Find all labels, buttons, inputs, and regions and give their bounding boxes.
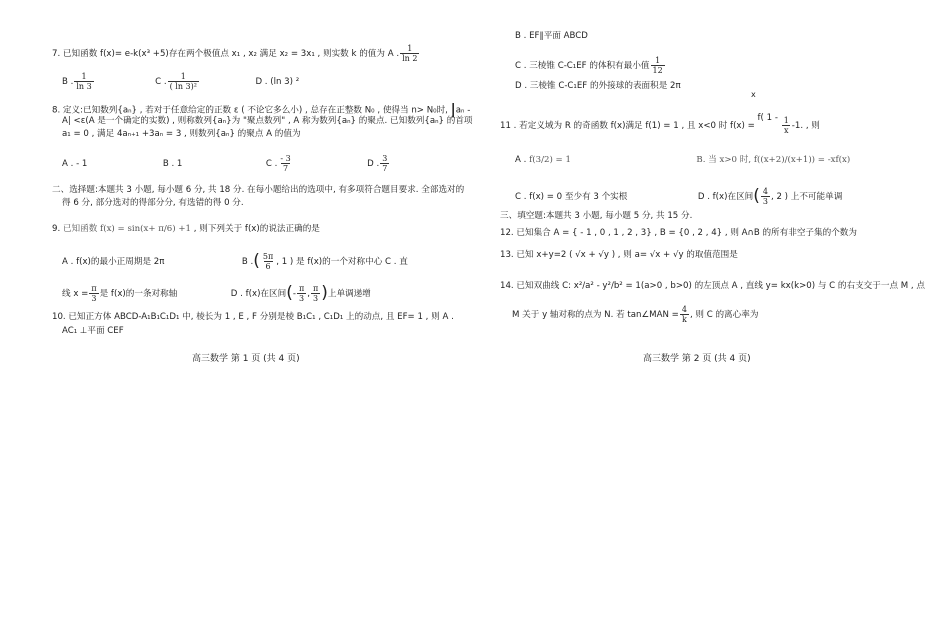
question-9-options-row1: A . f(x)的最小正周期是 2π B .( $\frac{5\pi}{6}$ , 1 ) 是 f(x)的一个对称中心 C . 直 bbox=[62, 251, 408, 271]
fraction: $\frac{1}{\text{( ln 3)²}}$ bbox=[169, 72, 197, 91]
fraction: $\frac{\pi}{3}$ bbox=[298, 284, 305, 303]
question-14-line1: 14. 已知双曲线 C: x²/a² - y²/b² = 1(a>0 , b>0) 的左顶点 A , 直线 y= kx(k>0) 与 C 的右支交于一点 M , 点 bbox=[500, 281, 925, 291]
question-10-option-b: B . EF∥平面 ABCD bbox=[515, 31, 588, 41]
fraction: $\frac{1}{x}$ bbox=[783, 116, 789, 135]
question-9-line: 9. 已知函数 f(x) = sin(x+ π/6) +1 , 则下列关于 f(x)的说法正确的是 bbox=[52, 224, 320, 234]
fraction: $\frac{4}{k}$ bbox=[681, 305, 687, 324]
question-11-formula-top: x bbox=[751, 90, 756, 99]
fraction: $\frac{5\pi}{6}$ bbox=[262, 252, 274, 271]
question-10-line2: AC₁ ⊥平面 CEF bbox=[62, 326, 124, 336]
fraction: $\frac{4}{3}$ bbox=[762, 187, 768, 206]
question-7-line: 7. 已知函数 f(x)= e-k(x³ +5)存在两个极值点 x₁ , x₂ 满足 x₂ = 3x₁ , 则实数 k 的值为 A . $\frac{1}{\ln 2}$ bbox=[52, 44, 418, 63]
page-footer-right: 高三数学 第 2 页 (共 4 页) bbox=[643, 354, 751, 364]
fraction: $\frac{\pi}{3}$ bbox=[312, 284, 319, 303]
section-3-heading: 三、填空题:本题共 3 小题, 每小题 5 分, 共 15 分. bbox=[500, 211, 693, 221]
section-2-heading: 二、选择题:本题共 3 小题, 每小题 6 分, 共 18 分. 在每小题给出的选项中, 有多项符合题目要求. 全部选对的 bbox=[52, 185, 465, 195]
question-8-line3: a₁ = 0 , 满足 4aₙ₊₁ +3aₙ = 3 , 则数列{aₙ} 的聚点 A 的值为 bbox=[62, 129, 301, 139]
question-10-line1: 10. 已知正方体 ABCD-A₁B₁C₁D₁ 中, 棱长为 1 , E , F 分别是棱 B₁C₁ , C₁D₁ 上的动点, 且 EF= 1 , 则 A . bbox=[52, 312, 454, 322]
question-12: 12. 已知集合 A = { - 1 , 0 , 1 , 2 , 3} , B = {0 , 2 , 4} , 则 A∩B 的所有非空子集的个数为 bbox=[500, 228, 857, 238]
fraction: $\frac{3}{7}$ bbox=[382, 154, 388, 173]
fraction: $\frac{1}{\ln 2}$ bbox=[402, 44, 418, 63]
question-11-line: 11 . 若定义域为 R 的奇函数 f(x)满足 f(1) = 1 , 且 x<0 时 f(x) = f( 1 - $\frac{1}{x}$ -1. , 则 bbox=[500, 113, 820, 135]
question-14-line2: M 关于 y 轴对称的点为 N. 若 tan∠MAN = $\frac{4}{k}$ , 则 C 的离心率为 bbox=[512, 305, 759, 324]
fraction: $\frac{- 3}{7}$ bbox=[280, 154, 291, 173]
question-10-option-c: C . 三棱锥 C-C₁EF 的体积有最小值 $\frac{1}{12}$ bbox=[515, 56, 663, 75]
question-8-line2: A| <ε(A 是一个确定的实数) , 则称数列{aₙ}为 "聚点数列" , A 称为数列{aₙ} 的聚点. 已知数列{aₙ} 的首项 bbox=[62, 116, 473, 126]
question-8-options: A . - 1 B . 1 C . $\frac{- 3}{7}$ D . $\frac{3}{7}$ bbox=[62, 154, 388, 173]
question-11-options-row1: A . f(3/2) = 1 B. 当 x>0 时, f((x+2)/(x+1)) = -xf(x) bbox=[515, 155, 851, 165]
fraction: $\frac{1}{12}$ bbox=[652, 56, 663, 75]
question-9-options-row2: 线 x = $\frac{\pi}{3}$ 是 f(x)的一条对称轴 D . f(x)在区间(- $\frac{\pi}{3}$ , $\frac{\pi}{3}$ )上单调递增 bbox=[62, 283, 371, 303]
question-13: 13. 已知 x+y=2 ( √x + √y ) , 则 a= √x + √y 的取值范围是 bbox=[500, 250, 738, 260]
page-footer-left: 高三数学 第 1 页 (共 4 页) bbox=[192, 354, 300, 364]
question-11-options-row2: C . f(x) = 0 至少有 3 个实根 D . f(x)在区间( $\frac{4}{3}$ , 2 ) 上不可能单调 bbox=[515, 186, 843, 206]
page-right bbox=[475, 0, 950, 631]
question-10-option-d: D . 三棱锥 C-C₁EF 的外接球的表面积是 2π bbox=[515, 81, 681, 91]
fraction: $\frac{1}{\ln 3}$ bbox=[76, 72, 92, 91]
section-2-subline: 得 6 分, 部分选对的得部分分, 有选错的得 0 分. bbox=[62, 198, 244, 208]
question-8-line1: 8. 定义:已知数列{aₙ} , 若对于任意给定的正数 ε ( 不论它多么小) , 总存在正整数 N₀ , 使得当 n> N₀时, |aₙ - bbox=[52, 102, 471, 118]
question-7-options: B . $\frac{1}{\ln 3}$ C . $\frac{1}{\text{( ln 3)²}}$ D . (ln 3) ² bbox=[62, 72, 300, 91]
fraction: $\frac{\pi}{3}$ bbox=[91, 284, 97, 303]
